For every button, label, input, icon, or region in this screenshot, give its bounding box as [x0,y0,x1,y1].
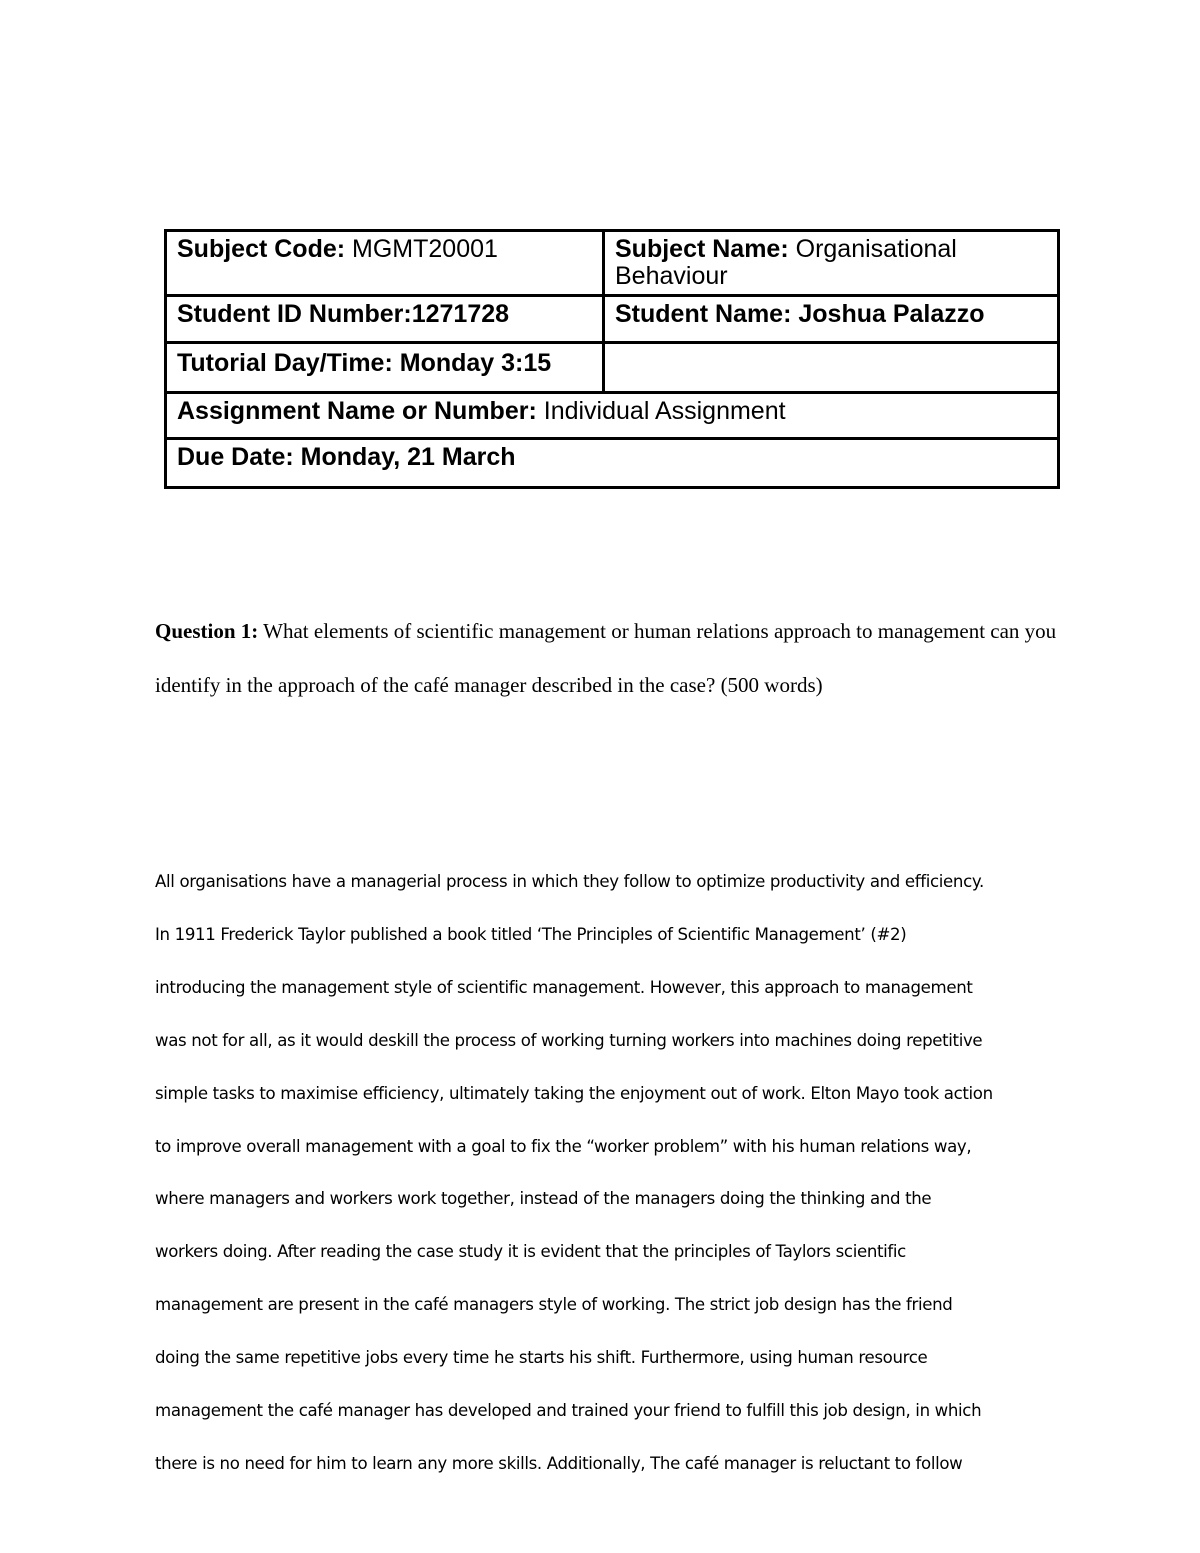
due-date-cell [166,439,1059,488]
student-id-label: Student ID Number: [177,300,412,328]
due-date-label: Due Date: [177,443,294,471]
assignment-cell [166,393,1059,439]
cover-row-due-date [166,439,1059,488]
subject-name-value: Organisational Behaviour [615,235,957,290]
paragraph-line: management are present in the café managers style of working. The strict job design has the friend [155,1295,953,1315]
tutorial-value: Monday 3:15 [399,349,552,377]
question-paragraph [155,604,1065,712]
assignment-label: Assignment Name or Number: [177,397,537,425]
subject-name-cell [604,231,1059,296]
paragraph-line: management the café manager has developed and trained your friend to fulfill this job design, in which [155,1401,982,1421]
cover-row-student [166,296,1059,343]
paragraph-line: to improve overall management with a goal to fix the “worker problem” with his human relations way, [155,1136,972,1156]
paragraph-line: All organisations have a managerial process in which they follow to optimize productivity and efficiency. [155,872,984,891]
due-date-value: Monday, 21 March [300,443,516,471]
subject-code-value: MGMT20001 [352,235,498,263]
subject-name-label: Subject Name: [615,235,789,263]
empty-cell [604,343,1059,393]
paragraph-line: where managers and workers work together, instead of the managers doing the thinking and the [155,1189,932,1209]
paragraph-line: there is no need for him to learn any more skills. Additionally, The café manager is reluctant to follow [155,1453,963,1473]
tutorial-label: Tutorial Day/Time: [177,349,393,377]
subject-code-cell [166,231,604,296]
question-label: Question 1: [155,619,259,643]
assignment-value: Individual Assignment [543,397,786,425]
student-id-value: 1271728 [411,300,510,328]
answer-paragraph [155,856,1075,1491]
cover-sheet-table [164,229,1060,489]
subject-code-label: Subject Code: [177,235,346,263]
question-text: What elements of scientific management or human relations approach to management can you identify in the approach of the café manager described in the case? (500 words) [155,619,1057,697]
tutorial-cell [166,343,604,393]
cover-row-tutorial [166,343,1059,393]
student-name-value: Joshua Palazzo [798,300,985,328]
student-name-cell [604,296,1059,343]
paragraph-line: workers doing. After reading the case study it is evident that the principles of Taylors scientific [155,1242,906,1262]
student-name-label: Student Name: [615,300,792,328]
student-id-cell [166,296,604,343]
paragraph-line: was not for all, as it would deskill the process of working turning workers into machines doing repetitive [155,1030,983,1050]
cover-row-subject [166,231,1059,296]
paragraph-line: introducing the management style of scientific management. However, this approach to management [155,977,973,997]
cover-row-assignment [166,393,1059,439]
paragraph-line: doing the same repetitive jobs every time he starts his shift. Furthermore, using human resource [155,1348,928,1368]
paragraph-line: In 1911 Frederick Taylor published a book titled ‘The Principles of Scientific Management’ (#2) [155,924,907,944]
paragraph-line: simple tasks to maximise efficiency, ultimately taking the enjoyment out of work. Elton Mayo took action [155,1083,993,1103]
